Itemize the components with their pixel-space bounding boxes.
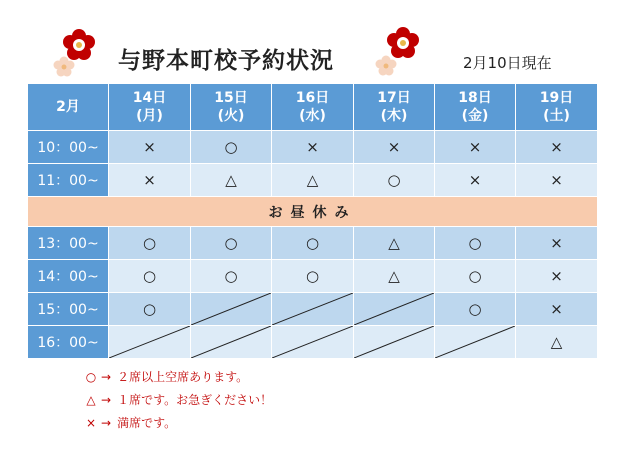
- time-label: 16：00~: [28, 326, 109, 359]
- diagonal-slash-icon: [272, 326, 353, 358]
- slot-cell: ×: [516, 164, 598, 197]
- slot-cell: ○: [272, 227, 354, 260]
- table-row: [28, 260, 598, 293]
- table-row: [28, 293, 598, 326]
- time-label: 11：00~: [28, 164, 109, 197]
- slot-cell: ×: [516, 260, 598, 293]
- time-label: 14：00~: [28, 260, 109, 293]
- day-header: 15日 (火): [191, 84, 272, 131]
- slot-cell: ×: [354, 131, 435, 164]
- diagonal-slash-icon: [272, 293, 353, 325]
- slot-cell: ○: [191, 131, 272, 164]
- slot-cell: △: [272, 164, 354, 197]
- slot-cell: ○: [354, 164, 435, 197]
- page-title: 与野本町校予約状況: [118, 48, 334, 74]
- closed-slot-cell: [354, 326, 435, 359]
- closed-slot-cell: [272, 293, 354, 326]
- arrow-right-icon: →: [101, 416, 112, 430]
- slot-cell: ×: [109, 164, 191, 197]
- legend-item: [84, 391, 272, 408]
- legend-symbol: ×: [85, 416, 97, 430]
- time-label: 13：00~: [28, 227, 109, 260]
- slot-cell: △: [191, 164, 272, 197]
- diagonal-slash-icon: [109, 326, 190, 358]
- legend-text: ２席以上空席あります。: [117, 370, 249, 384]
- legend-item: [84, 414, 176, 431]
- legend-item: [84, 368, 248, 385]
- day-header: 19日 (土): [516, 84, 598, 131]
- legend-symbol: △: [86, 393, 96, 407]
- slot-cell: ×: [516, 227, 598, 260]
- lunch-row: [28, 197, 598, 227]
- table-row: [28, 164, 598, 197]
- slot-cell: △: [354, 260, 435, 293]
- reservation-table: [27, 83, 598, 359]
- slot-cell: ×: [272, 131, 354, 164]
- month-header: 2月: [28, 84, 109, 131]
- slot-cell: ×: [516, 293, 598, 326]
- closed-slot-cell: [191, 293, 272, 326]
- slot-cell: ○: [191, 227, 272, 260]
- arrow-right-icon: →: [101, 370, 112, 384]
- slot-cell: ×: [109, 131, 191, 164]
- slot-cell: ○: [109, 293, 191, 326]
- slot-cell: ○: [109, 227, 191, 260]
- slot-cell: ○: [435, 293, 516, 326]
- slot-cell: ○: [435, 260, 516, 293]
- table-row: [28, 227, 598, 260]
- slot-cell: ○: [191, 260, 272, 293]
- table-row: [28, 326, 598, 359]
- time-label: 10：00~: [28, 131, 109, 164]
- day-header: 17日 (木): [354, 84, 435, 131]
- day-header: 16日 (水): [272, 84, 354, 131]
- slot-cell: △: [354, 227, 435, 260]
- table-row: [28, 131, 598, 164]
- slot-cell: ×: [435, 131, 516, 164]
- plum-flower-small-icon: [375, 55, 397, 77]
- day-header: 14日 (月): [109, 84, 191, 131]
- arrow-right-icon: →: [101, 393, 112, 407]
- legend-text: 満席です。: [117, 416, 177, 430]
- slot-cell: ○: [272, 260, 354, 293]
- slot-cell: ○: [109, 260, 191, 293]
- slot-cell: △: [516, 326, 598, 359]
- closed-slot-cell: [354, 293, 435, 326]
- closed-slot-cell: [435, 326, 516, 359]
- legend-symbol: ○: [85, 370, 97, 384]
- diagonal-slash-icon: [354, 293, 434, 325]
- time-label: 15：00~: [28, 293, 109, 326]
- diagonal-slash-icon: [435, 326, 515, 358]
- day-header: 18日 (金): [435, 84, 516, 131]
- lunch-break-label: お昼休み: [28, 197, 598, 227]
- header-row: [28, 84, 598, 131]
- diagonal-slash-icon: [354, 326, 434, 358]
- closed-slot-cell: [109, 326, 191, 359]
- slot-cell: ○: [435, 227, 516, 260]
- closed-slot-cell: [191, 326, 272, 359]
- closed-slot-cell: [272, 326, 354, 359]
- legend-text: １席です。お急ぎください！: [117, 393, 273, 407]
- plum-flower-small-icon: [53, 56, 75, 78]
- as-of-date: 2月10日現在: [463, 54, 552, 72]
- slot-cell: ×: [435, 164, 516, 197]
- diagonal-slash-icon: [191, 293, 271, 325]
- diagonal-slash-icon: [191, 326, 271, 358]
- slot-cell: ×: [516, 131, 598, 164]
